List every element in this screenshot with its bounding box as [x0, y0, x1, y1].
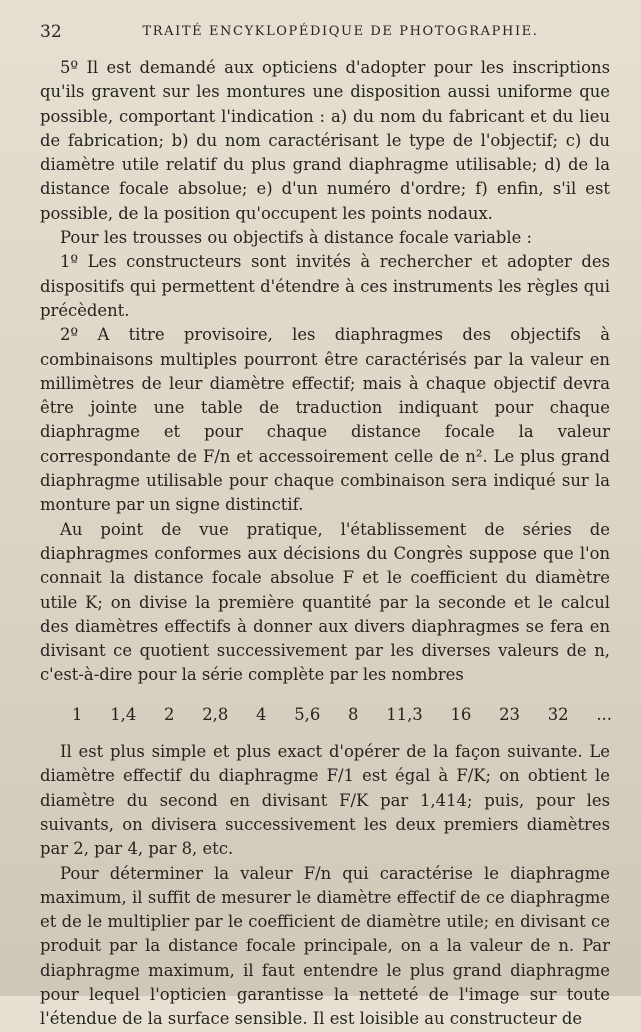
series-number: 4	[256, 704, 267, 724]
series-number: 2	[164, 704, 175, 724]
series-number: 32	[547, 704, 569, 724]
page-body	[40, 56, 610, 1032]
series-number: 23	[499, 704, 520, 724]
paragraph-simpler-method: Il est plus simple et plus exact d'opérer de la façon suivante. Le diamètre effectif du diaphragme F/1 est égal à F/K; on obtient le diamètre du second en divisant F/K par 1,414; puis, pour les suivants, on divisera successivement les deux premiers diamètres par 2, par 4, par 8, etc.	[40, 742, 610, 859]
paragraph-item-2: 2º A titre provisoire, les diaphragmes des objectifs à combinaisons multiples pourront être caractérisés par la valeur en millimètres de leur diamètre effectif; mais à chaque objectif devra être jointe une table de traduction indiquant pour chaque diaphragme et pour chaque distance focale la valeur correspondante de F/n et accessoirement celle de n². Le plus grand diaphragme utilisable pour chaque combinaison sera indiqué sur la monture par un signe distinctif.	[40, 325, 610, 515]
paragraph-item-1: 1º Les constructeurs sont invités à rechercher et adopter des dispositifs qui permettent d'étendre à ces instruments les règles qui précèdent.	[40, 252, 610, 320]
running-title: TRAITÉ ENCYKLOPÉDIQUE DE PHOTOGRAPHIE.	[142, 24, 539, 39]
paragraph-variable-focal: Pour les trousses ou objectifs à distance focale variable :	[60, 228, 533, 248]
page-header	[40, 22, 601, 42]
series-number: 11,3	[386, 704, 423, 724]
page-number: 32	[40, 22, 62, 42]
series-number: 1	[72, 704, 83, 724]
paragraph-max-diaphragm: Pour déterminer la valeur F/n qui caractérise le diaphragme maximum, il suffit de mesurer le diamètre effectif de ce diaphragme et de le multiplier par le coefficient de diamètre utile; en divisant ce produit par la distance focale principale, on a la valeur de n. Par diaphragme maximum, il faut entendre le plus grand diaphragme pour lequel l'opticien garantisse la netteté de l'image sur toute l'étendue de la surface sensible. Il est loisible au constructeur de	[40, 863, 610, 1029]
number-series	[72, 703, 612, 727]
series-number: 8	[348, 704, 359, 724]
series-ellipsis: ...	[596, 704, 612, 724]
series-number: 5,6	[294, 704, 321, 724]
series-number: 2,8	[202, 704, 229, 724]
paragraph-practical: Au point de vue pratique, l'établissement de séries de diaphragmes conformes aux décisions du Congrès suppose que l'on connait la distance focale absolue F et le coefficient du diamètre utile K; on divise la première quantité par la seconde et le calcul des diamètres effectifs à donner aux divers diaphragmes se fera en divisant ce quotient successivement par les diverses valeurs de n, c'est-à-dire pour la série complète par les nombres	[40, 519, 610, 685]
series-number: 1,4	[110, 704, 137, 724]
series-number: 16	[450, 704, 472, 724]
paragraph-item-5: 5º Il est demandé aux opticiens d'adopter pour les inscriptions qu'ils gravent sur les montures une disposition aussi uniforme que possible, comportant l'indication : a) du nom du fabricant et du lieu de fabrication; b) du nom caractérisant le type de l'objectif; c) du diamètre utile relatif du plus grand diaphragme utilisable; d) de la distance focale absolue; e) d'un numéro d'ordre; f) enfin, s'il est possible, de la position qu'occupent les points nodaux.	[40, 58, 610, 223]
